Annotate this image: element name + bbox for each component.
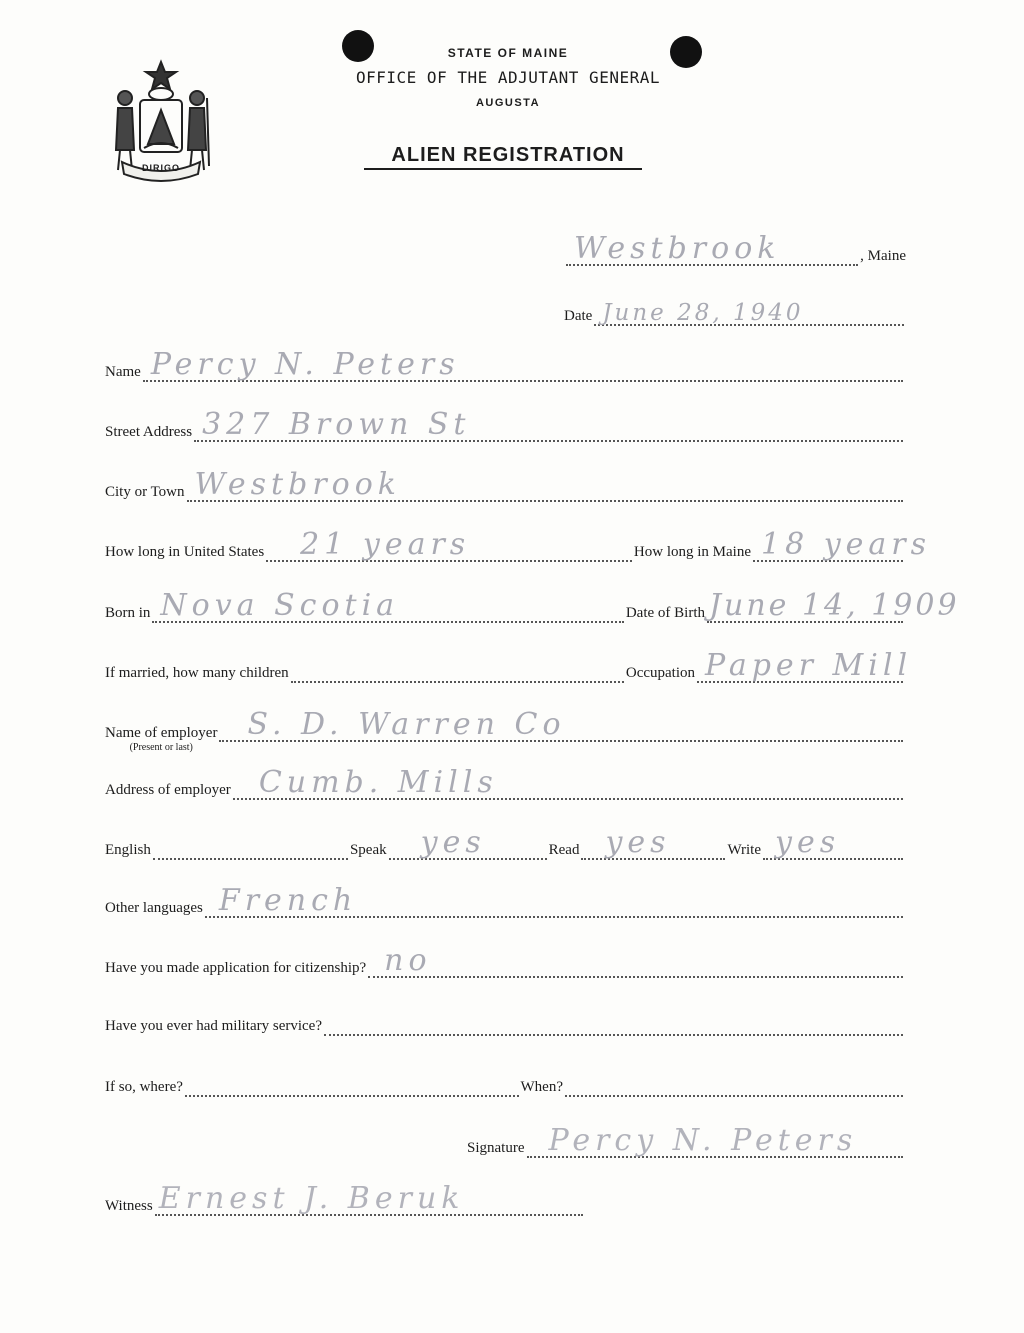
born-in-line[interactable] <box>152 588 623 623</box>
header-office: OFFICE OF THE ADJUTANT GENERAL <box>356 68 660 87</box>
employer-sublabel: (Present or last) <box>129 742 193 753</box>
when-label: When? <box>520 1079 563 1095</box>
date-value: June 28, 1940 <box>602 300 804 326</box>
signature-row <box>467 1123 905 1158</box>
citizenship-line[interactable] <box>368 943 903 978</box>
place-line[interactable] <box>566 231 858 266</box>
name-row <box>105 347 905 382</box>
how-long-us-value: 21 years <box>300 527 471 562</box>
read-value: yes <box>605 825 671 860</box>
seal-motto: DIRIGO <box>141 163 180 173</box>
born-in-value: Nova Scotia <box>160 588 400 623</box>
dob-line[interactable] <box>707 588 960 623</box>
speak-label: Speak <box>349 842 387 858</box>
employer-address-value: Cumb. Mills <box>258 765 498 800</box>
name-line[interactable] <box>143 347 903 382</box>
place-suffix: , Maine <box>860 248 906 264</box>
occupation-row <box>105 648 913 683</box>
city-line[interactable] <box>187 467 903 502</box>
witness-line[interactable] <box>155 1181 583 1216</box>
military-line[interactable] <box>324 1010 903 1036</box>
when-line[interactable] <box>565 1071 903 1097</box>
speak-line[interactable] <box>389 825 547 860</box>
employer-value: S. D. Warren Co <box>247 707 566 742</box>
city-value: Westbrook <box>194 467 401 502</box>
witness-label: Witness <box>105 1198 153 1214</box>
where-line[interactable] <box>185 1071 519 1097</box>
where-label: If so, where? <box>105 1079 183 1095</box>
employer-line[interactable] <box>219 707 903 742</box>
witness-row <box>105 1181 585 1216</box>
employer-address-row <box>105 765 905 800</box>
how-long-maine-label: How long in Maine <box>633 544 751 560</box>
signature-value: Percy N. Peters <box>548 1123 858 1158</box>
witness-value: Ernest J. Beruk <box>158 1181 465 1216</box>
employer-address-label: Address of employer <box>105 782 231 798</box>
citizenship-label: Have you made application for citizenship? <box>105 960 367 976</box>
children-label: If married, how many children <box>105 665 289 681</box>
english-row <box>105 825 905 860</box>
place-value: Westbrook <box>574 231 781 266</box>
how-long-maine-value: 18 years <box>761 527 932 562</box>
employer-label: Name of employer <box>105 725 218 741</box>
english-line[interactable] <box>153 834 348 860</box>
form-title: ALIEN REGISTRATION <box>391 144 625 166</box>
how-long-maine-line[interactable] <box>753 527 932 562</box>
read-label: Read <box>548 842 580 858</box>
occupation-label: Occupation <box>625 665 695 681</box>
street-row <box>105 407 905 442</box>
other-languages-label: Other languages <box>105 900 203 916</box>
english-label: English <box>105 842 151 858</box>
signature-label: Signature <box>467 1140 525 1156</box>
signature-line[interactable] <box>527 1123 904 1158</box>
dob-value: June 14, 1909 <box>709 588 960 623</box>
date-line[interactable] <box>594 300 904 326</box>
employer-label-group <box>105 725 218 753</box>
street-line[interactable] <box>194 407 903 442</box>
employer-row <box>105 707 905 753</box>
citizenship-value: no <box>384 943 432 978</box>
state-seal-icon <box>108 58 214 184</box>
how-long-us-label: How long in United States <box>105 544 265 560</box>
title-underline <box>364 168 642 170</box>
write-value: yes <box>775 825 841 860</box>
citizenship-row <box>105 943 905 978</box>
children-line[interactable] <box>291 657 624 683</box>
service-row <box>105 1071 905 1097</box>
residency-row <box>105 527 932 562</box>
date-label: Date <box>564 308 593 324</box>
how-long-us-line[interactable] <box>266 527 632 562</box>
other-languages-line[interactable] <box>205 883 903 918</box>
dob-label: Date of Birth <box>625 605 705 621</box>
military-label: Have you ever had military service? <box>105 1018 322 1034</box>
write-label: Write <box>727 842 761 858</box>
born-in-label: Born in <box>105 605 151 621</box>
languages-row <box>105 883 905 918</box>
date-row <box>564 300 906 326</box>
street-value: 327 Brown St <box>202 407 471 442</box>
occupation-line[interactable] <box>697 648 913 683</box>
occupation-value: Paper Mill <box>705 648 913 683</box>
header-state: STATE OF MAINE <box>447 46 569 60</box>
place-row <box>564 231 906 266</box>
city-label: City or Town <box>105 484 185 500</box>
name-label: Name <box>105 364 141 380</box>
city-row <box>105 467 905 502</box>
other-languages-value: French <box>218 883 358 918</box>
birth-row <box>105 588 960 623</box>
write-line[interactable] <box>763 825 903 860</box>
read-line[interactable] <box>581 825 725 860</box>
employer-address-line[interactable] <box>233 765 903 800</box>
name-value: Percy N. Peters <box>150 347 460 382</box>
street-label: Street Address <box>105 424 193 440</box>
header-city: AUGUSTA <box>475 97 541 109</box>
military-row <box>105 1010 905 1036</box>
speak-value: yes <box>420 825 486 860</box>
